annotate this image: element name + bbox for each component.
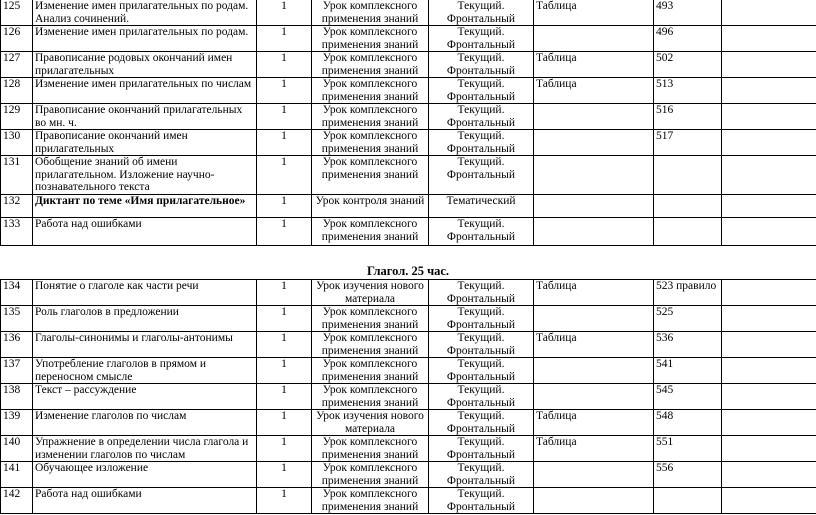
table-row xyxy=(1,332,816,358)
lesson-type: Урок комплексного применения знаний xyxy=(312,218,429,246)
lesson-type: Урок комплексного применения знаний xyxy=(312,306,429,332)
table-row xyxy=(1,52,816,78)
visual-aids xyxy=(534,195,654,218)
control-type: Текущий. Фронтальный xyxy=(429,462,534,488)
control-type: Тематический xyxy=(429,195,534,218)
lesson-type: Урок изучения нового материала xyxy=(312,280,429,306)
control-type: Текущий. Фронтальный xyxy=(429,52,534,78)
table-row xyxy=(1,156,816,195)
lesson-hours: 1 xyxy=(257,280,312,306)
lesson-number: 134 xyxy=(1,280,33,306)
visual-aids: Таблица xyxy=(534,78,654,104)
lesson-hours: 1 xyxy=(257,218,312,246)
lesson-number: 136 xyxy=(1,332,33,358)
lesson-table-verbs xyxy=(0,279,816,514)
table-row xyxy=(1,104,816,130)
visual-aids: Таблица xyxy=(534,280,654,306)
lesson-type: Урок комплексного применения знаний xyxy=(312,104,429,130)
control-type: Текущий. Фронтальный xyxy=(429,280,534,306)
lesson-number: 126 xyxy=(1,26,33,52)
lesson-number: 131 xyxy=(1,156,33,195)
lesson-hours: 1 xyxy=(257,26,312,52)
date-cell xyxy=(722,26,816,52)
visual-aids xyxy=(534,488,654,514)
date-cell xyxy=(722,436,816,462)
visual-aids: Таблица xyxy=(534,0,654,26)
control-type: Текущий. Фронтальный xyxy=(429,306,534,332)
table-row xyxy=(1,280,816,306)
homework xyxy=(654,218,722,246)
lesson-topic: Изменение имен прилагательных по родам. Анализ сочинений. xyxy=(33,0,257,26)
control-type: Текущий. Фронтальный xyxy=(429,436,534,462)
table-row xyxy=(1,410,816,436)
lesson-topic: Обучающее изложение xyxy=(33,462,257,488)
lesson-hours: 1 xyxy=(257,130,312,156)
homework: 493 xyxy=(654,0,722,26)
lesson-type: Урок контроля знаний xyxy=(312,195,429,218)
homework: 516 xyxy=(654,104,722,130)
date-cell xyxy=(722,218,816,246)
visual-aids xyxy=(534,104,654,130)
control-type: Текущий. Фронтальный xyxy=(429,384,534,410)
lesson-number: 125 xyxy=(1,0,33,26)
table-row xyxy=(1,488,816,514)
control-type: Текущий. Фронтальный xyxy=(429,0,534,26)
visual-aids xyxy=(534,26,654,52)
date-cell xyxy=(722,130,816,156)
visual-aids: Таблица xyxy=(534,332,654,358)
lesson-hours: 1 xyxy=(257,462,312,488)
visual-aids: Таблица xyxy=(534,52,654,78)
homework: 496 xyxy=(654,26,722,52)
lesson-type: Урок комплексного применения знаний xyxy=(312,78,429,104)
control-type: Текущий. Фронтальный xyxy=(429,104,534,130)
lesson-topic: Текст – рассуждение xyxy=(33,384,257,410)
date-cell xyxy=(722,280,816,306)
homework: 541 xyxy=(654,358,722,384)
date-cell xyxy=(722,78,816,104)
lesson-type: Урок комплексного применения знаний xyxy=(312,462,429,488)
homework: 551 xyxy=(654,436,722,462)
visual-aids: Таблица xyxy=(534,436,654,462)
lesson-topic: Употребление глаголов в прямом и переносном смысле xyxy=(33,358,257,384)
lesson-type: Урок комплексного применения знаний xyxy=(312,384,429,410)
lesson-topic: Работа над ошибками xyxy=(33,218,257,246)
lesson-topic: Правописание родовых окончаний имен прилагательных xyxy=(33,52,257,78)
control-type: Текущий. Фронтальный xyxy=(429,488,534,514)
lesson-type: Урок комплексного применения знаний xyxy=(312,52,429,78)
date-cell xyxy=(722,462,816,488)
homework: 545 xyxy=(654,384,722,410)
lesson-type: Урок комплексного применения знаний xyxy=(312,358,429,384)
lesson-topic: Упражнение в определении числа глагола и изменении глаголов по числам xyxy=(33,436,257,462)
lesson-type: Урок комплексного применения знаний xyxy=(312,436,429,462)
lesson-type: Урок комплексного применения знаний xyxy=(312,130,429,156)
visual-aids xyxy=(534,156,654,195)
visual-aids xyxy=(534,462,654,488)
lesson-hours: 1 xyxy=(257,488,312,514)
lesson-type: Урок комплексного применения знаний xyxy=(312,156,429,195)
homework: 517 xyxy=(654,130,722,156)
lesson-number: 129 xyxy=(1,104,33,130)
lesson-number: 137 xyxy=(1,358,33,384)
lesson-table-adjectives xyxy=(0,0,816,246)
table-row xyxy=(1,218,816,246)
visual-aids xyxy=(534,218,654,246)
table-row xyxy=(1,195,816,218)
lesson-number: 130 xyxy=(1,130,33,156)
homework: 525 xyxy=(654,306,722,332)
homework: 513 xyxy=(654,78,722,104)
lesson-type: Урок комплексного применения знаний xyxy=(312,26,429,52)
lesson-topic xyxy=(33,195,257,218)
lesson-topic: Роль глаголов в предложении xyxy=(33,306,257,332)
lesson-number: 139 xyxy=(1,410,33,436)
lesson-hours: 1 xyxy=(257,358,312,384)
lesson-hours: 1 xyxy=(257,104,312,130)
lesson-hours: 1 xyxy=(257,306,312,332)
lesson-hours: 1 xyxy=(257,436,312,462)
table-row xyxy=(1,0,816,26)
homework: 556 xyxy=(654,462,722,488)
lesson-number: 135 xyxy=(1,306,33,332)
date-cell xyxy=(722,384,816,410)
homework: 536 xyxy=(654,332,722,358)
visual-aids: Таблица xyxy=(534,410,654,436)
control-type: Текущий. Фронтальный xyxy=(429,358,534,384)
visual-aids xyxy=(534,384,654,410)
date-cell xyxy=(722,488,816,514)
lesson-topic: Глаголы-синонимы и глаголы-антонимы xyxy=(33,332,257,358)
control-type: Текущий. Фронтальный xyxy=(429,410,534,436)
table-row xyxy=(1,78,816,104)
table-row xyxy=(1,306,816,332)
lesson-type: Урок комплексного применения знаний xyxy=(312,488,429,514)
date-cell xyxy=(722,0,816,26)
control-type: Текущий. Фронтальный xyxy=(429,78,534,104)
control-type: Текущий. Фронтальный xyxy=(429,26,534,52)
lesson-topic: Обобщение знаний об имени прилагательном. Изложение научно-познавательного текста xyxy=(33,156,257,195)
homework xyxy=(654,488,722,514)
lesson-topic-text: Диктант по теме «Имя прилагательное» xyxy=(35,195,246,207)
lesson-number: 142 xyxy=(1,488,33,514)
control-type: Текущий. Фронтальный xyxy=(429,218,534,246)
homework xyxy=(654,156,722,195)
visual-aids xyxy=(534,358,654,384)
section-title-verb: Глагол. 25 час. xyxy=(366,264,450,278)
date-cell xyxy=(722,156,816,195)
lesson-topic: Изменение имен прилагательных по родам. xyxy=(33,26,257,52)
homework: 523 правило xyxy=(654,280,722,306)
lesson-number: 127 xyxy=(1,52,33,78)
table-row xyxy=(1,462,816,488)
homework: 502 xyxy=(654,52,722,78)
control-type: Текущий. Фронтальный xyxy=(429,332,534,358)
lesson-topic: Работа над ошибками xyxy=(33,488,257,514)
table-row xyxy=(1,384,816,410)
date-cell xyxy=(722,306,816,332)
lesson-hours: 1 xyxy=(257,332,312,358)
lesson-number: 132 xyxy=(1,195,33,218)
date-cell xyxy=(722,104,816,130)
visual-aids xyxy=(534,306,654,332)
date-cell xyxy=(722,195,816,218)
table-row xyxy=(1,130,816,156)
table-row xyxy=(1,358,816,384)
homework xyxy=(654,195,722,218)
control-type: Текущий. Фронтальный xyxy=(429,156,534,195)
lesson-hours: 1 xyxy=(257,410,312,436)
date-cell xyxy=(722,52,816,78)
lesson-hours: 1 xyxy=(257,156,312,195)
lesson-topic: Изменение глаголов по числам xyxy=(33,410,257,436)
date-cell xyxy=(722,358,816,384)
lesson-topic: Изменение имен прилагательных по числам xyxy=(33,78,257,104)
date-cell xyxy=(722,410,816,436)
lesson-hours: 1 xyxy=(257,195,312,218)
lesson-hours: 1 xyxy=(257,384,312,410)
lesson-topic: Понятие о глаголе как части речи xyxy=(33,280,257,306)
lesson-type: Урок изучения нового материала xyxy=(312,410,429,436)
lesson-hours: 1 xyxy=(257,0,312,26)
lesson-topic: Правописание окончаний имен прилагательных xyxy=(33,130,257,156)
lesson-number: 128 xyxy=(1,78,33,104)
lesson-hours: 1 xyxy=(257,78,312,104)
visual-aids xyxy=(534,130,654,156)
lesson-type: Урок комплексного применения знаний xyxy=(312,332,429,358)
table-row xyxy=(1,436,816,462)
lesson-number: 140 xyxy=(1,436,33,462)
lesson-hours: 1 xyxy=(257,52,312,78)
lesson-type: Урок комплексного применения знаний xyxy=(312,0,429,26)
lesson-number: 138 xyxy=(1,384,33,410)
lesson-number: 133 xyxy=(1,218,33,246)
table-row xyxy=(1,26,816,52)
lesson-number: 141 xyxy=(1,462,33,488)
lesson-topic: Правописание окончаний прилагательных во мн. ч. xyxy=(33,104,257,130)
control-type: Текущий. Фронтальный xyxy=(429,130,534,156)
homework: 548 xyxy=(654,410,722,436)
date-cell xyxy=(722,332,816,358)
